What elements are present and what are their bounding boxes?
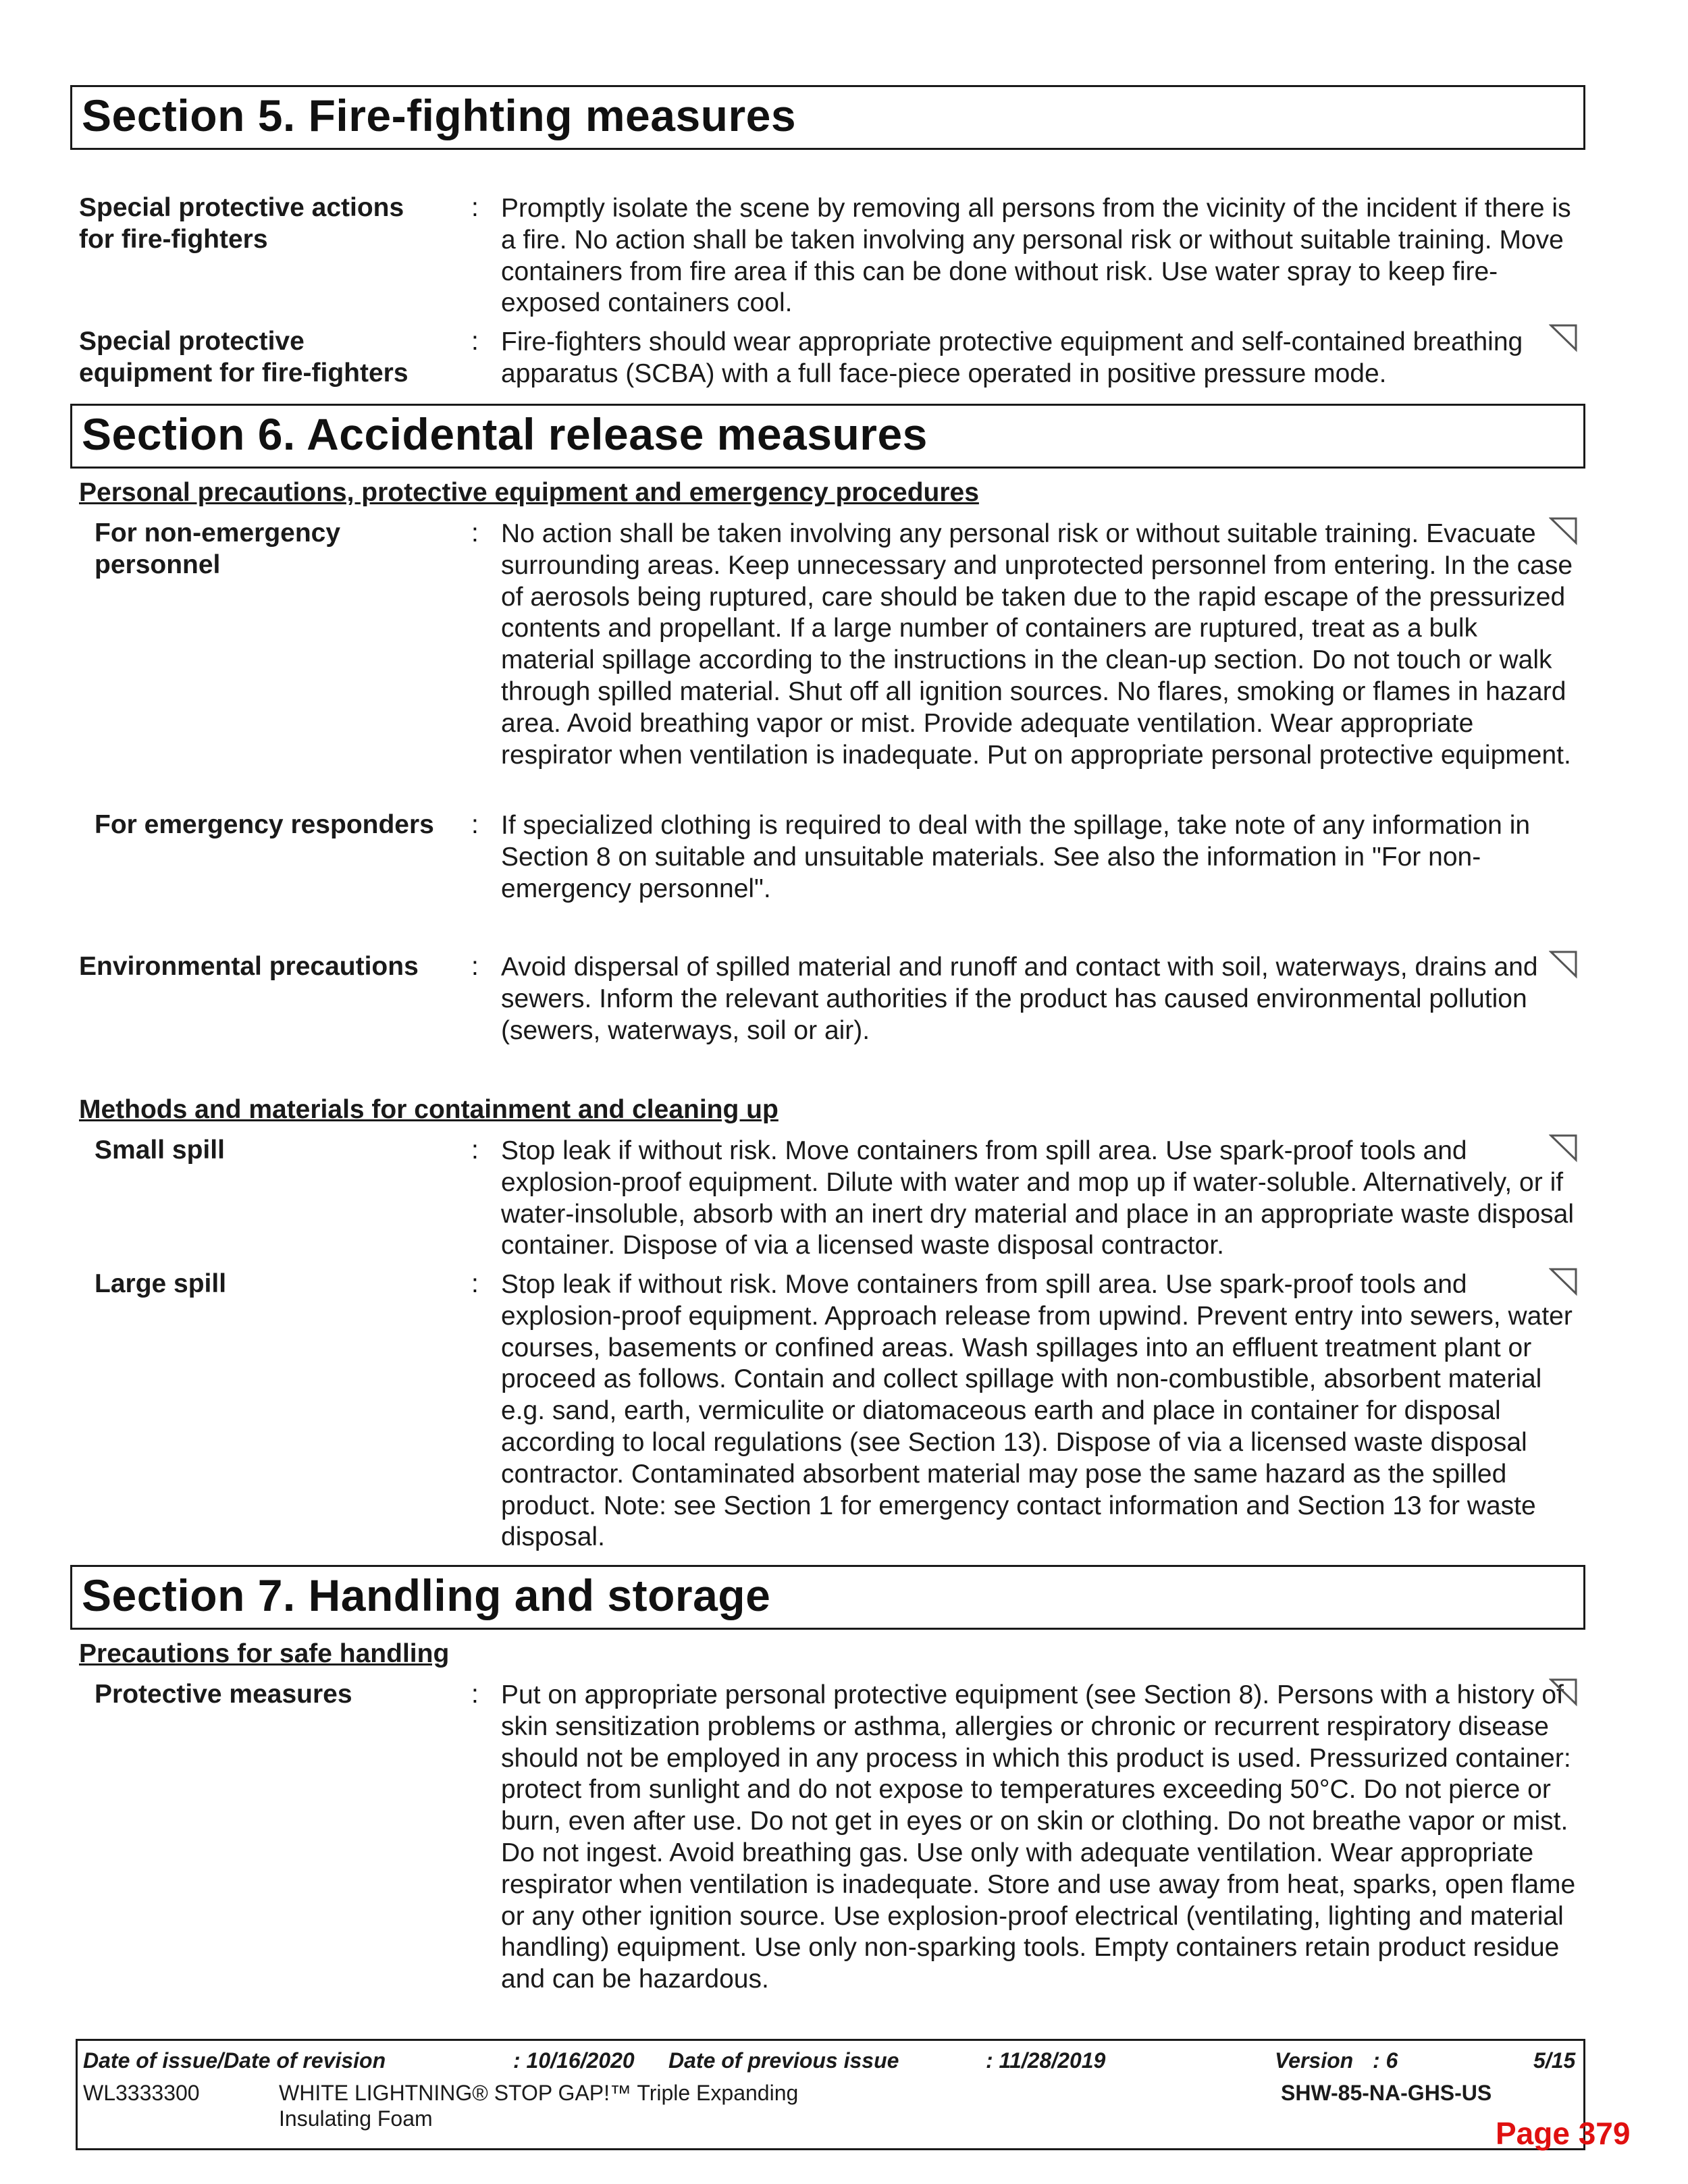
field-label-non-emergency: For non-emergency personnel [95, 518, 341, 579]
field-value-protective-equipment: Fire-fighters should wear appropriate protective equipment and self-contained breathing apparatus (SCBA) with a full face-piece operated in positive pressure mode. [501, 327, 1523, 388]
field-label-large-spill: Large spill [95, 1269, 227, 1298]
section-7-title: Section 7. Handling and storage [82, 1570, 771, 1620]
subheading-safe-handling: Precautions for safe handling [79, 1639, 450, 1668]
document-footer [76, 2039, 1585, 2150]
version-value: : 6 [1373, 2048, 1398, 2073]
section-6-header [70, 404, 1585, 469]
colon: : [471, 1269, 479, 1298]
page-stamp: Page 379 [1496, 2116, 1631, 2151]
field-label-emergency-responders: For emergency responders [95, 810, 434, 839]
field-value-large-spill: Stop leak if without risk. Move containers from spill area. Use spark-proof tools and explosion-proof equipment. Approach release from upwind. Prevent entry into sewers, water courses, basements or confined areas. Wash spillages into an effluent treatment plant or proceed as follows. Contain and collect spillage with non-combustible, absorbent material e.g. sand, earth, vermiculite or diatomaceous earth and place in container for disposal according to local regulations (see Section 13). Dispose of via a licensed waste disposal contractor. Contaminated absorbent material may pose the same hazard as the spilled product. Note: see Section 1 for emergency contact information and Section 13 for waste disposal. [501, 1270, 1573, 1552]
section-6-title: Section 6. Accidental release measures [82, 409, 928, 459]
previous-issue-label: Date of previous issue [668, 2048, 899, 2073]
previous-issue-value: : 11/28/2019 [986, 2048, 1106, 2073]
field-value-emergency-responders: If specialized clothing is required to deal with the spillage, take note of any information in Section 8 on suitable and unsuitable materials. See also the information in "For non-emergency personnel". [501, 811, 1531, 903]
subheading-containment-methods: Methods and materials for containment and cleaning up [79, 1095, 779, 1124]
colon: : [471, 193, 479, 222]
section-7-header [70, 1565, 1585, 1630]
field-value-protective-measures: Put on appropriate personal protective equipment (see Section 8). Persons with a history of skin sensitization problems or asthma, allergies or chronic or recurrent respiratory disease should not be employed in any process in which this product is used. Pressurized container: protect from sunlight and do not expose to temperatures exceeding 50°C. Do not pierce or burn, even after use. Do not get in eyes or on skin or clothing. Do not breathe vapor or mist. Do not ingest. Avoid breathing gas. Use only with adequate ventilation. Wear appropriate respirator when ventilation is inadequate. Store and use away from heat, sparks, open flame or any other ignition source. Use explosion-proof electrical (ventilating, lighting and material handling) equipment. Use only non-sparking tools. Empty containers retain product residue and can be hazardous. [501, 1680, 1576, 1994]
colon: : [471, 1680, 479, 1709]
field-value-small-spill: Stop leak if without risk. Move containers from spill area. Use spark-proof tools and explosion-proof equipment. Dilute with water and mop up if water-soluble. Alternatively, or if water-insoluble, absorb with an inert dry material and place in an appropriate waste disposal container. Dispose of via a licensed waste disposal contractor. [501, 1136, 1575, 1260]
field-label-environmental-precautions: Environmental precautions [79, 952, 419, 981]
issue-date-value: : 10/16/2020 [513, 2048, 635, 2073]
colon: : [471, 810, 479, 839]
field-label-protective-equipment: Special protective equipment for fire-fighters [79, 327, 408, 388]
field-label-protective-actions: Special protective actions for fire-fighters [79, 193, 404, 254]
subheading-personal-precautions: Personal precautions, protective equipment and emergency procedures [79, 478, 979, 507]
section-5-title: Section 5. Fire-fighting measures [82, 90, 797, 140]
note-flag-icon[interactable] [1549, 1677, 1579, 1707]
version-label: Version [1275, 2048, 1354, 2073]
section-5-header [70, 85, 1585, 150]
note-flag-icon[interactable] [1549, 516, 1579, 545]
field-value-non-emergency: No action shall be taken involving any personal risk or without suitable training. Evacuate surrounding areas. Keep unnecessary and unprotected personnel from entering. In the case of aerosols being ruptured, care should be taken due to the rapid escape of the pressurized contents and propellant. If a large number of containers are ruptured, treat as a bulk material spillage according to the instructions in the clean-up section. Do not touch or walk through spilled material. Shut off all ignition sources. No flares, smoking or flames in hazard area. Avoid breathing vapor or mist. Provide adequate ventilation. Wear appropriate respirator when ventilation is inadequate. Put on appropriate personal protective equipment. [501, 519, 1573, 770]
note-flag-icon[interactable] [1549, 1267, 1579, 1296]
product-name: WHITE LIGHTNING® STOP GAP!™ Triple Expanding Insulating Foam [279, 2081, 799, 2131]
note-flag-icon[interactable] [1549, 1133, 1579, 1163]
field-value-protective-actions: Promptly isolate the scene by removing all persons from the vicinity of the incident if there is a fire. No action shall be taken involving any personal risk or without suitable training. Move containers from fire area if this can be done without risk. Use water spray to keep fire-exposed containers cool. [501, 194, 1571, 318]
field-label-protective-measures: Protective measures [95, 1680, 352, 1709]
page-count: 5/15 [1533, 2048, 1576, 2073]
colon: : [471, 518, 479, 548]
colon: : [471, 327, 479, 356]
issue-date-label: Date of issue/Date of revision [83, 2048, 386, 2073]
product-code: WL3333300 [83, 2081, 200, 2105]
document-code: SHW-85-NA-GHS-US [1281, 2081, 1492, 2105]
field-label-small-spill: Small spill [95, 1136, 225, 1165]
field-value-environmental-precautions: Avoid dispersal of spilled material and runoff and contact with soil, waterways, drains and sewers. Inform the relevant authorities if the product has caused environmental pollution (sewers, waterways, soil or air). [501, 953, 1538, 1045]
note-flag-icon[interactable] [1549, 323, 1579, 352]
colon: : [471, 1136, 479, 1165]
colon: : [471, 952, 479, 981]
note-flag-icon[interactable] [1549, 949, 1579, 979]
